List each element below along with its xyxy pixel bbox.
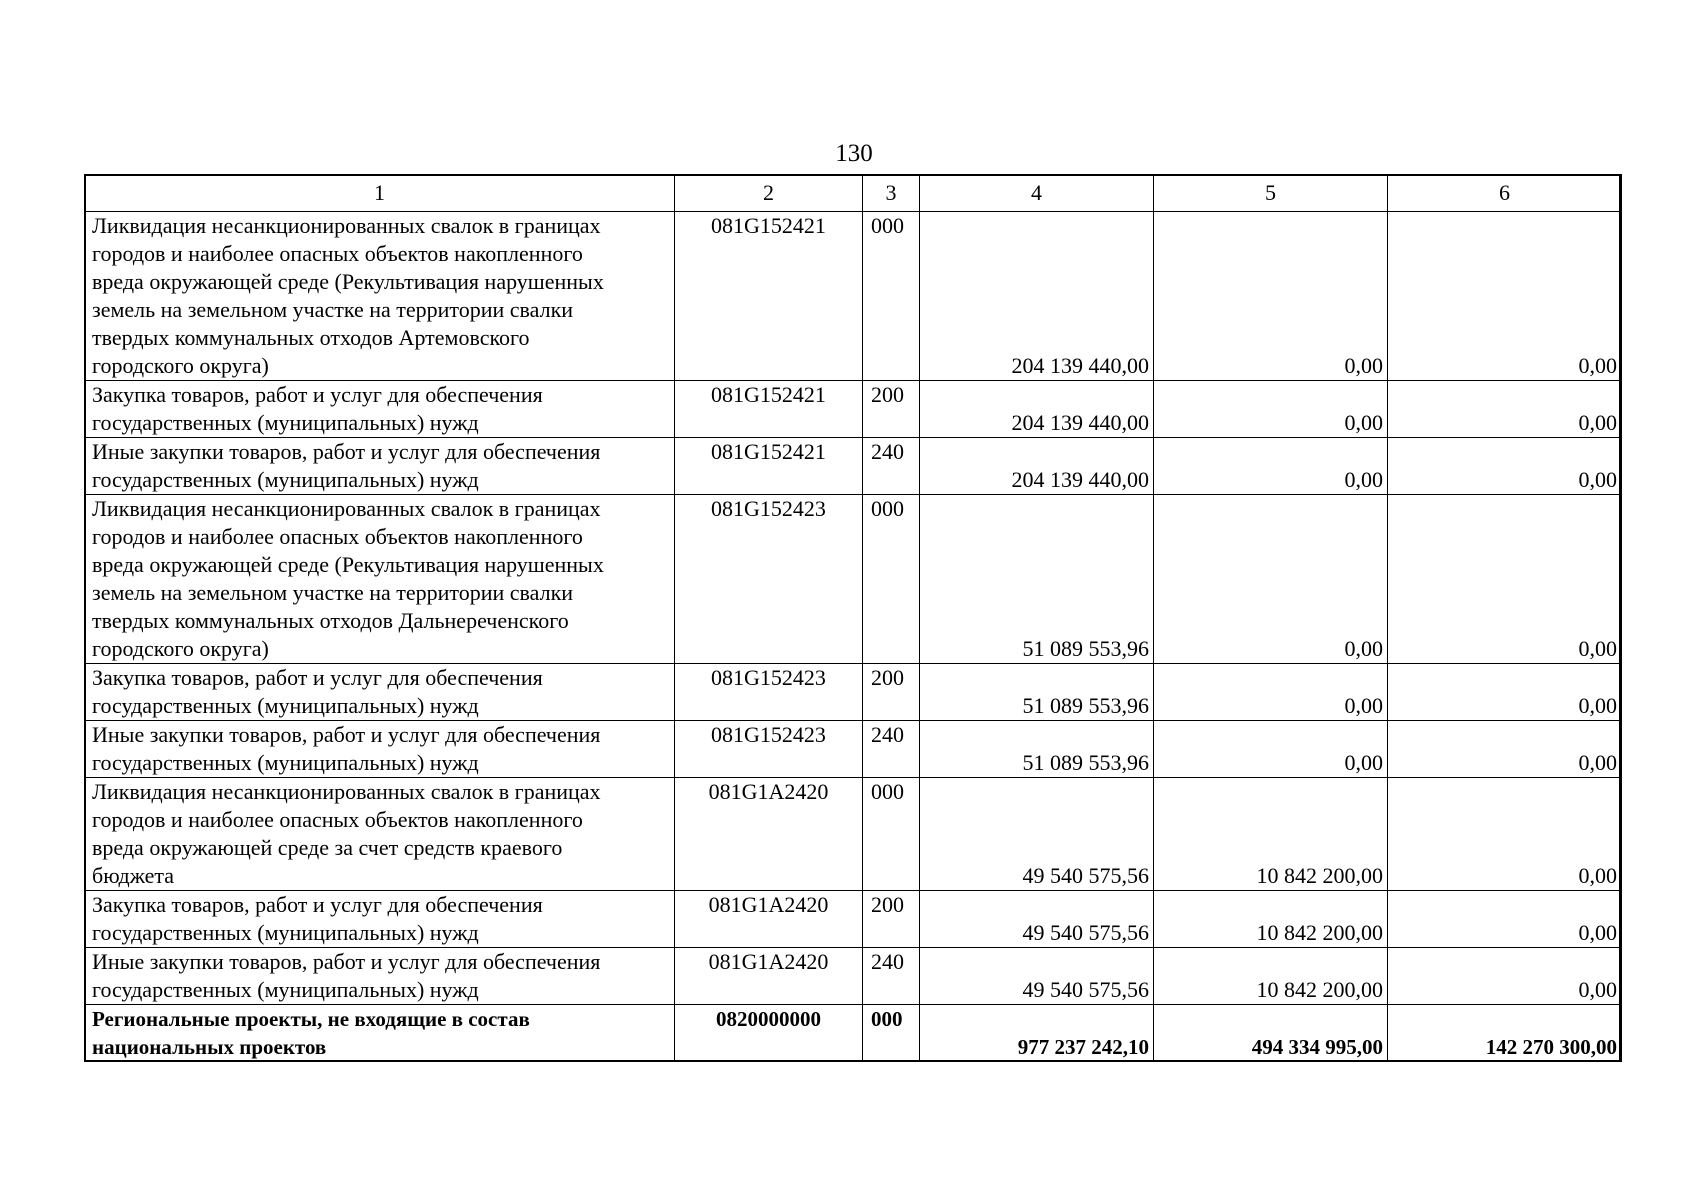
page-number: 130: [835, 140, 873, 167]
amount-col6-cell: 0,00: [1388, 495, 1622, 664]
amount-col5-cell: 0,00: [1154, 495, 1388, 664]
amount-col4-cell: 49 540 575,56: [920, 891, 1154, 948]
description-line: земель на земельном участке на территории свалки: [92, 580, 574, 605]
description-line: вреда окружающей среде (Рекультивация нарушенных: [92, 269, 604, 294]
description-line: Иные закупки товаров, работ и услуг для обеспечения: [92, 949, 601, 974]
amount-col4-cell: 49 540 575,56: [920, 948, 1154, 1005]
description-cell: [85, 1005, 675, 1062]
description-line: Закупка товаров, работ и услуг для обеспечения: [92, 382, 543, 407]
amount-col4-cell: 204 139 440,00: [920, 212, 1154, 381]
description-line: национальных проектов: [92, 1035, 327, 1059]
description-line: Закупка товаров, работ и услуг для обеспечения: [92, 665, 543, 690]
amount-col5-cell: 10 842 200,00: [1154, 778, 1388, 891]
description-line: твердых коммунальных отходов Дальнереченского: [92, 608, 569, 633]
description-cell: [85, 381, 675, 438]
description-line: Ликвидация несанкционированных свалок в границах: [92, 779, 601, 804]
header-cell-col5: 5: [1154, 175, 1388, 212]
expense-type-cell: 240: [863, 721, 920, 778]
description-line: Ликвидация несанкционированных свалок в границах: [92, 213, 601, 238]
description-line: государственных (муниципальных) нужд: [92, 693, 479, 718]
description-cell: [85, 778, 675, 891]
amount-col6-cell: 142 270 300,00: [1388, 1005, 1622, 1062]
target-code-cell: 081G1A2420: [675, 948, 863, 1005]
amount-col6-cell: 0,00: [1388, 212, 1622, 381]
description-cell: [85, 438, 675, 495]
target-code-cell: 081G1A2420: [675, 778, 863, 891]
table-row: [85, 721, 1622, 778]
header-cell-col6: 6: [1388, 175, 1622, 212]
expense-type-cell: 200: [863, 664, 920, 721]
header-cell-col3: 3: [863, 175, 920, 212]
description-line: государственных (муниципальных) нужд: [92, 467, 479, 492]
target-code-cell: 081G152423: [675, 664, 863, 721]
amount-col6-cell: 0,00: [1388, 948, 1622, 1005]
table-row: [85, 381, 1622, 438]
description-line: городов и наиболее опасных объектов накопленного: [92, 807, 583, 832]
target-code-cell: 081G152423: [675, 495, 863, 664]
amount-col4-cell: 51 089 553,96: [920, 721, 1154, 778]
amount-col5-cell: 0,00: [1154, 438, 1388, 495]
description-cell: [85, 664, 675, 721]
target-code-cell: 081G152421: [675, 438, 863, 495]
amount-col5-cell: 10 842 200,00: [1154, 891, 1388, 948]
description-line: вреда окружающей среде за счет средств краевого: [92, 835, 563, 860]
amount-col4-cell: 51 089 553,96: [920, 664, 1154, 721]
amount-col6-cell: 0,00: [1388, 891, 1622, 948]
description-cell: [85, 891, 675, 948]
expense-type-cell: 000: [863, 495, 920, 664]
description-cell: [85, 495, 675, 664]
description-line: городов и наиболее опасных объектов накопленного: [92, 241, 583, 266]
amount-col6-cell: 0,00: [1388, 721, 1622, 778]
expense-type-cell: 000: [863, 778, 920, 891]
header-cell-col1: 1: [85, 175, 675, 212]
header-cell-col2: 2: [675, 175, 863, 212]
amount-col5-cell: 0,00: [1154, 381, 1388, 438]
description-line: городов и наиболее опасных объектов накопленного: [92, 524, 583, 549]
target-code-cell: 081G152421: [675, 381, 863, 438]
table-row: [85, 891, 1622, 948]
target-code-cell: 081G1A2420: [675, 891, 863, 948]
description-line: твердых коммунальных отходов Артемовского: [92, 325, 530, 350]
amount-col4-cell: 204 139 440,00: [920, 381, 1154, 438]
budget-table: [84, 174, 1622, 1062]
amount-col5-cell: 0,00: [1154, 721, 1388, 778]
amount-col6-cell: 0,00: [1388, 438, 1622, 495]
amount-col6-cell: 0,00: [1388, 778, 1622, 891]
description-line: городского округа): [92, 636, 269, 661]
description-line: Иные закупки товаров, работ и услуг для обеспечения: [92, 439, 601, 464]
header-row: [85, 175, 1622, 212]
description-cell: [85, 948, 675, 1005]
description-line: государственных (муниципальных) нужд: [92, 750, 479, 775]
expense-type-cell: 000: [863, 1005, 920, 1062]
header-cell-col4: 4: [920, 175, 1154, 212]
table-row: [85, 212, 1622, 381]
amount-col6-cell: 0,00: [1388, 381, 1622, 438]
amount-col5-cell: 0,00: [1154, 212, 1388, 381]
amount-col5-cell: 494 334 995,00: [1154, 1005, 1388, 1062]
amount-col4-cell: 977 237 242,10: [920, 1005, 1154, 1062]
target-code-cell: 081G152421: [675, 212, 863, 381]
table-row: [85, 664, 1622, 721]
description-line: городского округа): [92, 353, 269, 378]
amount-col4-cell: 204 139 440,00: [920, 438, 1154, 495]
expense-type-cell: 200: [863, 381, 920, 438]
description-line: Ликвидация несанкционированных свалок в границах: [92, 496, 601, 521]
amount-col6-cell: 0,00: [1388, 664, 1622, 721]
target-code-cell: 081G152423: [675, 721, 863, 778]
description-line: Иные закупки товаров, работ и услуг для обеспечения: [92, 722, 601, 747]
description-line: земель на земельном участке на территории свалки: [92, 297, 574, 322]
expense-type-cell: 000: [863, 212, 920, 381]
expense-type-cell: 240: [863, 948, 920, 1005]
target-code-cell: 0820000000: [675, 1005, 863, 1062]
table-row: [85, 495, 1622, 664]
amount-col5-cell: 0,00: [1154, 664, 1388, 721]
description-cell: [85, 212, 675, 381]
table-row: [85, 948, 1622, 1005]
amount-col4-cell: 51 089 553,96: [920, 495, 1154, 664]
description-line: Региональные проекты, не входящие в состав: [92, 1007, 530, 1031]
description-line: государственных (муниципальных) нужд: [92, 920, 479, 945]
description-line: вреда окружающей среде (Рекультивация нарушенных: [92, 552, 604, 577]
description-line: бюджета: [92, 863, 175, 888]
table-row-total: [85, 1005, 1622, 1062]
expense-type-cell: 200: [863, 891, 920, 948]
amount-col4-cell: 49 540 575,56: [920, 778, 1154, 891]
amount-col5-cell: 10 842 200,00: [1154, 948, 1388, 1005]
description-cell: [85, 721, 675, 778]
description-line: Закупка товаров, работ и услуг для обеспечения: [92, 892, 543, 917]
table-row: [85, 778, 1622, 891]
description-line: государственных (муниципальных) нужд: [92, 977, 479, 1002]
expense-type-cell: 240: [863, 438, 920, 495]
table-row: [85, 438, 1622, 495]
description-line: государственных (муниципальных) нужд: [92, 410, 479, 435]
